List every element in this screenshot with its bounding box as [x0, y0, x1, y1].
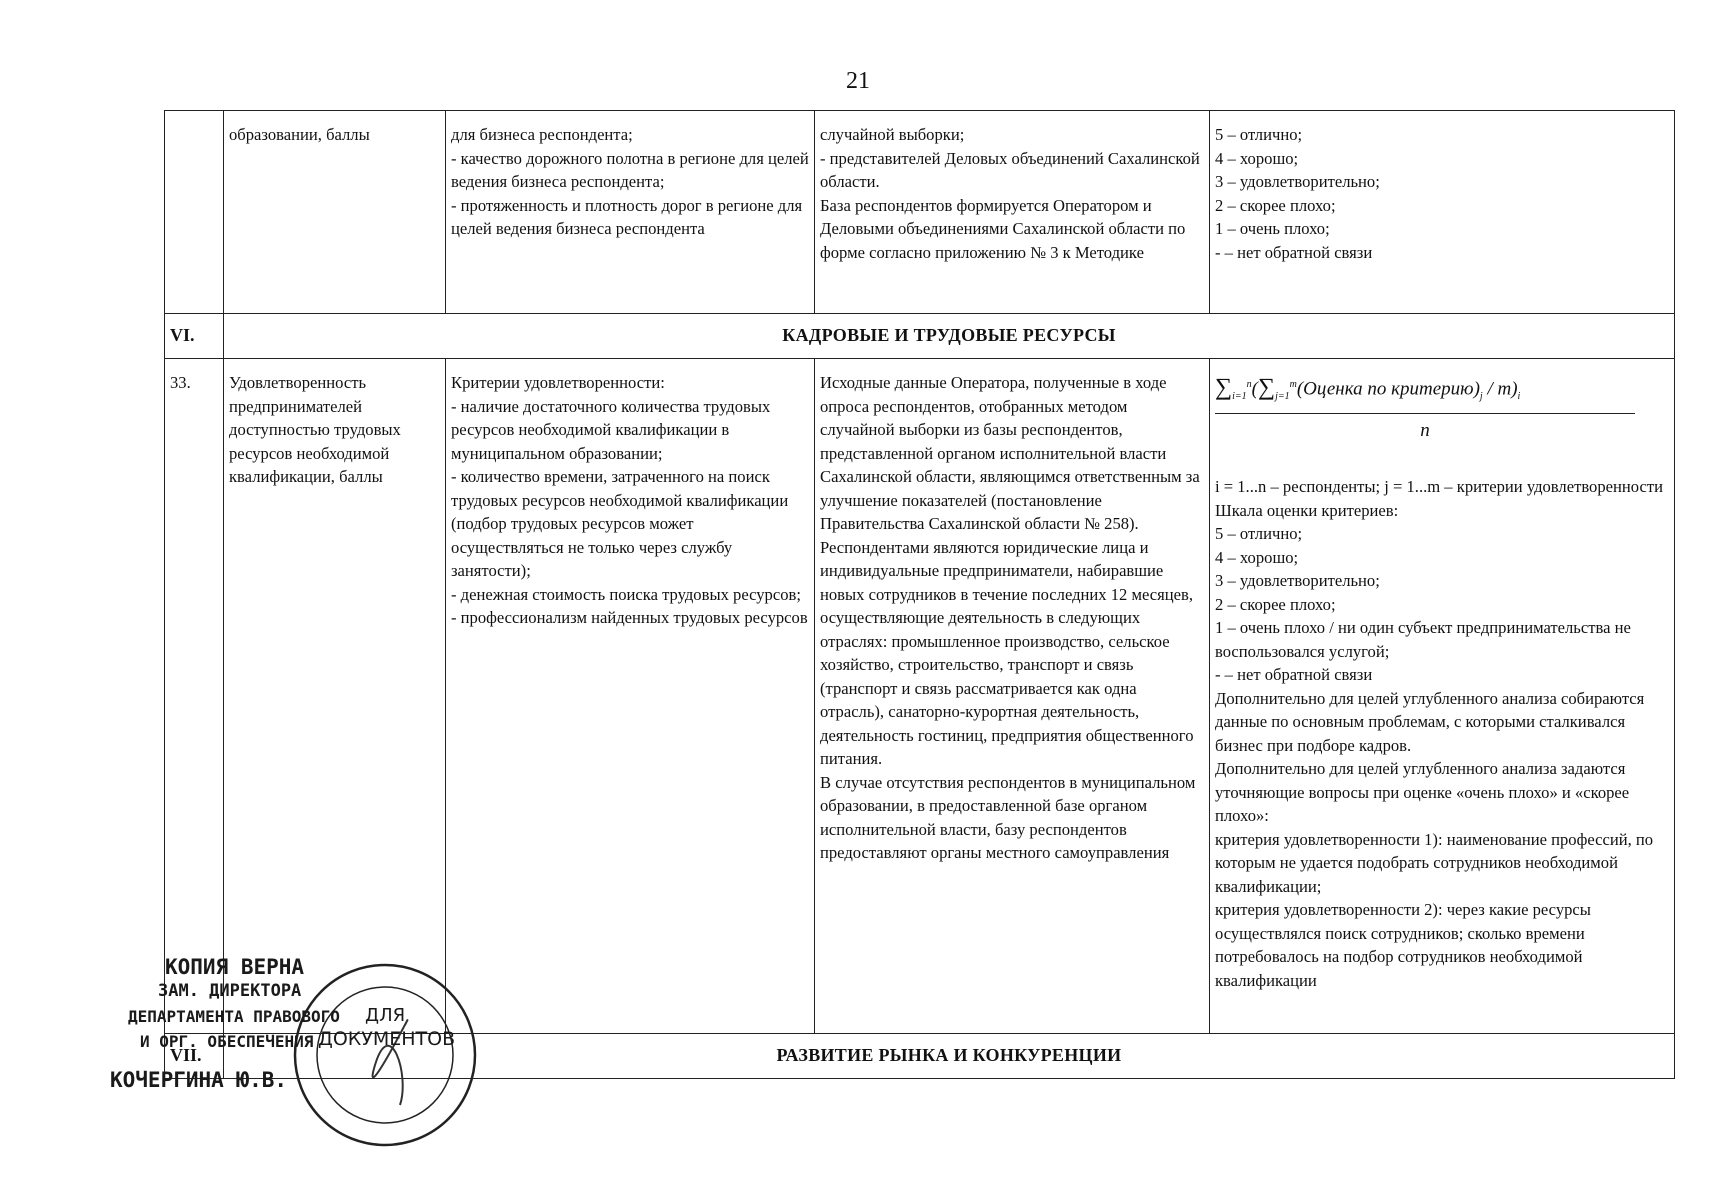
stamp-department-line-2: И ОРГ. ОБЕСПЕЧЕНИЯ	[140, 1032, 314, 1051]
seal-center-line-1: ДЛЯ	[365, 1005, 406, 1026]
section-title: КАДРОВЫЕ И ТРУДОВЫЕ РЕСУРСЫ	[224, 314, 1675, 359]
cell-indicator-name: Удовлетворенность предпринимателей доступностью трудовых ресурсов необходимой квалификации, баллы	[224, 359, 446, 1034]
cell-criteria: для бизнеса респондента; - качество дорожного полотна в регионе для целей ведения бизнеса респондента; - протяженность и плотность дорог в регионе для целей ведения бизнеса респондента	[446, 111, 815, 314]
formula-denominator: n	[1420, 420, 1430, 441]
table-row-continuation	[165, 111, 1675, 314]
formula-numerator: $\sum_{i=1}^n(\sum_{j=1}^m(Оценка$ по $критерию)_j / m)_i$	[1215, 373, 1635, 414]
cell-calc-method	[1210, 359, 1675, 1034]
cell-calc-method: 5 – отлично; 4 – хорошо; 3 – удовлетворительно; 2 – скорее плохо; 1 – очень плохо; - – нет обратной связи	[1210, 111, 1675, 314]
table-row-33	[165, 359, 1675, 1034]
stamp-department-line: ДЕПАРТАМЕНТА ПРАВОВОГО	[128, 1007, 340, 1026]
cell-indicator-name: образовании, баллы	[224, 111, 446, 314]
formula	[1215, 373, 1669, 475]
stamp-copy-line: КОПИЯ ВЕРНА	[165, 955, 305, 979]
stamp-signatory-line: КОЧЕРГИНА Ю.В.	[110, 1068, 288, 1092]
cell-criteria: Критерии удовлетворенности: - наличие достаточного количества трудовых ресурсов необходимой квалификации в муниципальном образовании; - количество времени, затраченного на поиск трудовых ресурсов необходимой квалификации (подбор трудовых ресурсов может осуществляться не только через службу занятости); - денежная стоимость поиска трудовых ресурсов; - профессионализм найденных трудовых ресурсов	[446, 359, 815, 1034]
cell-number	[165, 111, 224, 314]
page-number: 21	[846, 68, 870, 94]
seal-center-line-2: ДОКУМЕНТОВ	[318, 1028, 456, 1050]
section-number: VI.	[165, 314, 224, 359]
cell-data-source: случайной выборки; - представителей Деловых объединений Сахалинской области. База респондентов формируется Оператором и Деловыми объединениями Сахалинской области по форме согласно приложению № 3 к Методике	[815, 111, 1210, 314]
section-row-7	[165, 1034, 1675, 1079]
indicators-table	[164, 110, 1675, 1079]
stamp-position-line: ЗАМ. ДИРЕКТОРА	[158, 981, 302, 1001]
section-title: РАЗВИТИЕ РЫНКА И КОНКУРЕНЦИИ	[224, 1034, 1675, 1079]
section-row-6	[165, 314, 1675, 359]
cell-number: 33.	[165, 359, 224, 1034]
cell-data-source: Исходные данные Оператора, полученные в ходе опроса респондентов, отобранных методом случайной выборки из базы респондентов, представленной органом исполнительной власти Сахалинской области, являющимся ответственным за улучшение показателей (постановление Правительства Сахалинской области № 258). Респондентами являются юридические лица и индивидуальные предприниматели, набиравшие новых сотрудников в течение последних 12 месяцев, осуществляющие деятельность в следующих отраслях: промышленное производство, сельское хозяйство, строительство, транспорт и связь (транспорт и связь рассматривается как одна отрасль), санаторно-курортная деятельность, деятельность гостиниц, предприятия общественного питания. В случае отсутствия респондентов в муниципальном образовании, в предоставленной базе органом исполнительной власти, базу респондентов предоставляют органы местного самоуправления	[815, 359, 1210, 1034]
section-number: VII.	[165, 1034, 224, 1079]
calc-method-text: i = 1...n – респонденты; j = 1...m – критерии удовлетворенности Шкала оценки критериев: 5 – отлично; 4 – хорошо; 3 – удовлетворительно; 2 – скорее плохо; 1 – очень плохо / ни один субъект предпринимательства не воспользовался услугой; - – нет обратной связи Дополнительно для целей углубленного анализа собираются данные по основным проблемам, с которыми сталкивался бизнес при подборе кадров. Дополнительно для целей углубленного анализа задаются уточняющие вопросы при оценке «очень плохо» и «скорее плохо»: критерия удовлетворенности 1): наименование профессий, по которым не удается подобрать сотрудников необходимой квалификации; критерия удовлетворенности 2): через какие ресурсы осуществлялся поиск сотрудников; сколько времени потребовалось на подбор сотрудников необходимой квалификации	[1215, 477, 1663, 990]
